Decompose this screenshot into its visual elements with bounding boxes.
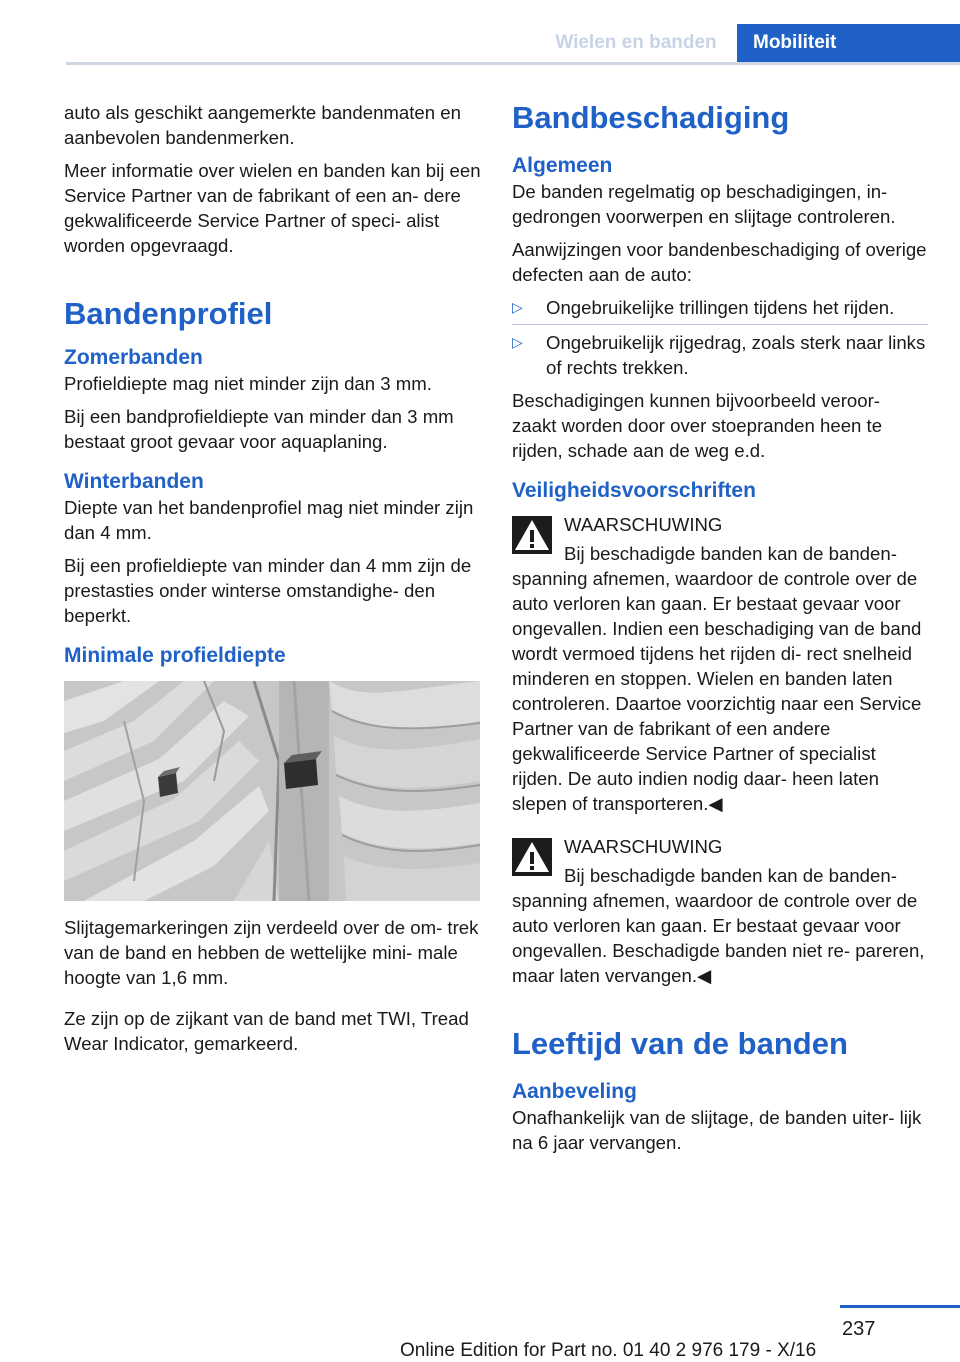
warning-2-text: Bij beschadigde banden kan de banden- spanning afnemen, waardoor de controle over de auto verloren kan gaan. Er bestaat gevaar voor ongevallen. Beschadigde banden niet re- pareren, maar laten vervangen.◀ [512,865,925,986]
winter-paragraph-1: Diepte van het bandenprofiel mag niet minder zijn dan 4 mm. [64,497,474,543]
page-number: 237 [842,1318,876,1340]
footer-rule [840,1305,960,1308]
heading-veiligheidsvoorschriften: Veiligheidsvoorschriften [512,479,756,502]
header-rule [66,62,960,65]
aanbeveling-paragraph-1: Onafhankelijk van de slijtage, de banden uiter- lijk na 6 jaar vervangen. [512,1107,922,1153]
bullet-marker-icon: ▷ [512,334,523,350]
min-paragraph-2: Ze zijn op de zijkant van de band met TWI, Tread Wear Indicator, gemarkeerd. [64,1008,469,1054]
heading-minimale-profieldiepte: Minimale profieldiepte [64,644,286,667]
bullet-item [512,295,928,320]
heading-algemeen: Algemeen [512,154,613,177]
intro-paragraph-2: Meer informatie over wielen en banden kan bij een Service Partner van de fabrikant of een an- dere gekwalificeerde Service Partner of speci- alist worden opgevraagd. [64,160,481,256]
algemeen-paragraph-1: De banden regelmatig op beschadigingen, in- gedrongen voorwerpen en slijtage controleren. [512,181,896,227]
warning-block-2 [512,834,928,988]
header-chapter-tab: Mobiliteit [737,24,960,62]
bullet-item [512,330,928,380]
header-section-tab: Wielen en banden [555,32,717,53]
warning-triangle-icon [512,516,552,554]
warning-block-1 [512,512,928,816]
right-column [512,100,928,1163]
warning-1-text: Bij beschadigde banden kan de banden- spanning afnemen, waardoor de controle over de auto verloren kan gaan. Er bestaat gevaar voor ongevallen. Indien een beschadiging van de band wordt vermoed tijdens het rijden di- rect snelheid minderen en stoppen. Wielen en banden laten controleren. Daartoe voorzichtig naar een Service Partner van de fabrikant of een andere gekwalificeerde Service Partner of specialist rijden. De auto indien nodig daar- heen laten slepen of transporteren.◀ [512,543,922,814]
min-paragraph-1: Slijtagemarkeringen zijn verdeeld over de om- trek van de band en hebben de wettelijke mini- male hoogte van 1,6 mm. [64,917,479,988]
heading-zomerbanden: Zomerbanden [64,346,203,369]
bullet-divider [512,324,928,325]
winter-paragraph-2: Bij een profieldiepte van minder dan 4 mm zijn de prestasties onder winterse omstandighe- den beperkt. [64,555,472,626]
heading-leeftijd: Leeftijd van de banden [512,1026,848,1061]
bullet-text: Ongebruikelijke trillingen tijdens het rijden. [546,297,895,318]
intro-paragraph-1: auto als geschikt aangemerkte bandenmaten en aanbevolen bandenmerken. [64,102,461,148]
warning-2-title: WAARSCHUWING [564,836,723,857]
zomer-paragraph-1: Profieldiepte mag niet minder zijn dan 3 mm. [64,373,432,394]
bullet-marker-icon: ▷ [512,299,523,315]
algemeen-paragraph-3: Beschadigingen kunnen bijvoorbeeld veroor- zaakt worden door over stoepranden heen te rijden, schade aan de weg e.d. [512,390,883,461]
tire-tread-image [64,681,480,901]
heading-bandbeschadiging: Bandbeschadiging [512,100,790,135]
warning-triangle-icon [512,838,552,876]
algemeen-paragraph-2: Aanwijzingen voor bandenbeschadiging of overige defecten aan de auto: [512,239,927,285]
left-column [64,100,482,1064]
zomer-paragraph-2: Bij een bandprofieldiepte van minder dan 3 mm bestaat groot gevaar voor aquaplaning. [64,406,454,452]
footer-edition: Online Edition for Part no. 01 40 2 976 179 - X/16 [400,1340,817,1361]
heading-bandenprofiel: Bandenprofiel [64,296,273,331]
warning-1-title: WAARSCHUWING [564,514,723,535]
heading-aanbeveling: Aanbeveling [512,1080,637,1103]
bullet-text: Ongebruikelijk rijgedrag, zoals sterk naar links of rechts trekken. [546,332,926,378]
heading-winterbanden: Winterbanden [64,470,204,493]
